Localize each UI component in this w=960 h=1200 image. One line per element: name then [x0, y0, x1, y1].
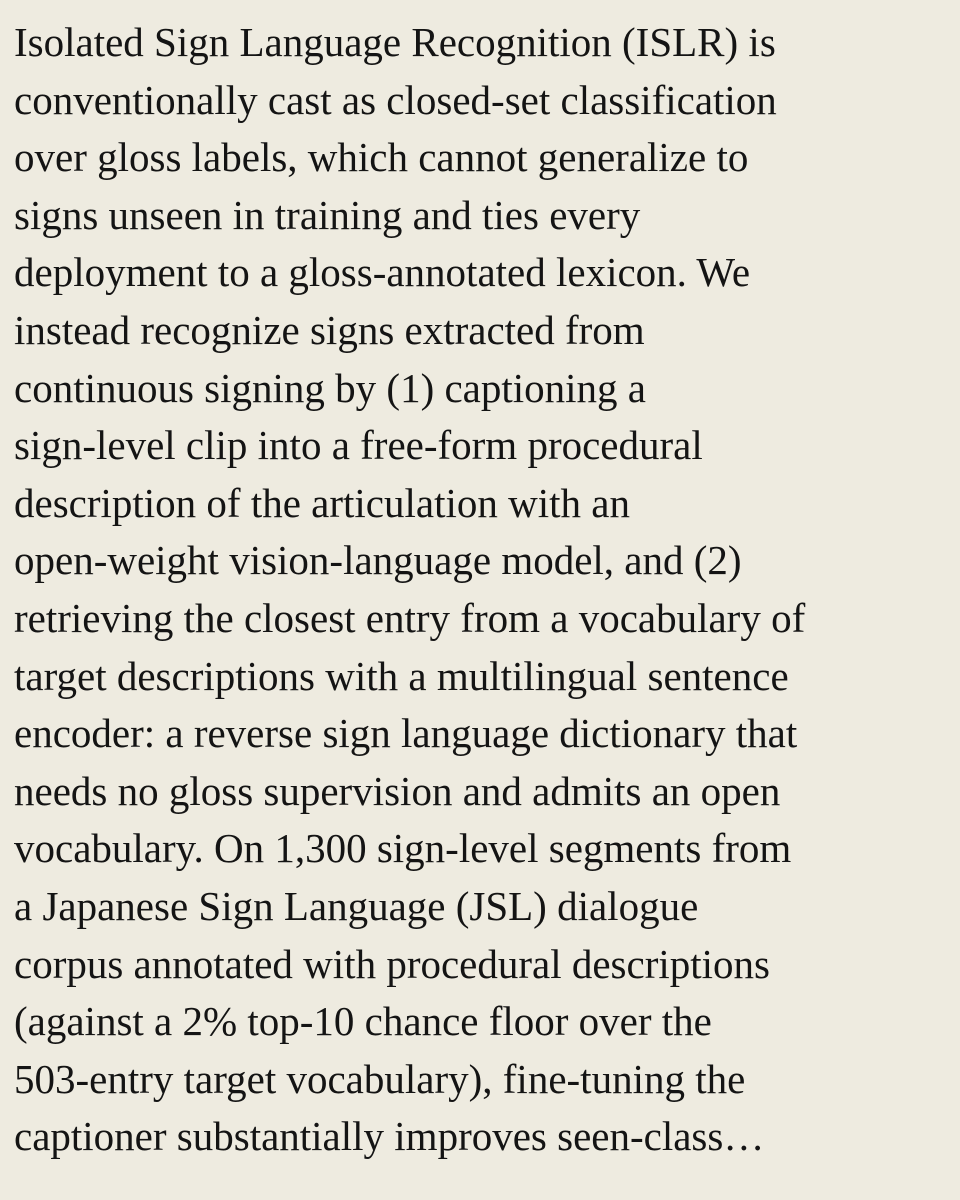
abstract-line: corpus annotated with procedural descriptions — [14, 940, 770, 987]
abstract-line: target descriptions with a multilingual sentence — [14, 652, 789, 699]
abstract-line: captioner substantially improves seen-class… — [14, 1113, 765, 1160]
abstract-line: instead recognize signs extracted from — [14, 306, 645, 353]
abstract-line: conventionally cast as closed-set classification — [14, 76, 777, 123]
abstract-line: description of the articulation with an — [14, 479, 630, 526]
abstract-line: vocabulary. On 1,300 sign-level segments from — [14, 825, 792, 872]
abstract-line: sign-level clip into a free-form procedural — [14, 422, 703, 469]
abstract-line: (against a 2% top-10 chance floor over the — [14, 998, 712, 1045]
abstract-line: a Japanese Sign Language (JSL) dialogue — [14, 882, 699, 929]
abstract-line: retrieving the closest entry from a vocabulary of — [14, 594, 806, 641]
abstract-line: continuous signing by (1) captioning a — [14, 364, 646, 411]
abstract-line: over gloss labels, which cannot generalize to — [14, 134, 749, 181]
abstract-line: Isolated Sign Language Recognition (ISLR) is — [14, 19, 776, 65]
abstract-line: open-weight vision-language model, and (2) — [14, 537, 742, 584]
abstract-paragraph — [14, 14, 946, 1166]
abstract-line: encoder: a reverse sign language dictionary that — [14, 710, 798, 757]
abstract-line: 503-entry target vocabulary), fine-tuning the — [14, 1055, 746, 1102]
abstract-line: deployment to a gloss-annotated lexicon. We — [14, 249, 751, 296]
abstract-line: needs no gloss supervision and admits an open — [14, 767, 781, 814]
abstract-line: signs unseen in training and ties every — [14, 191, 641, 238]
